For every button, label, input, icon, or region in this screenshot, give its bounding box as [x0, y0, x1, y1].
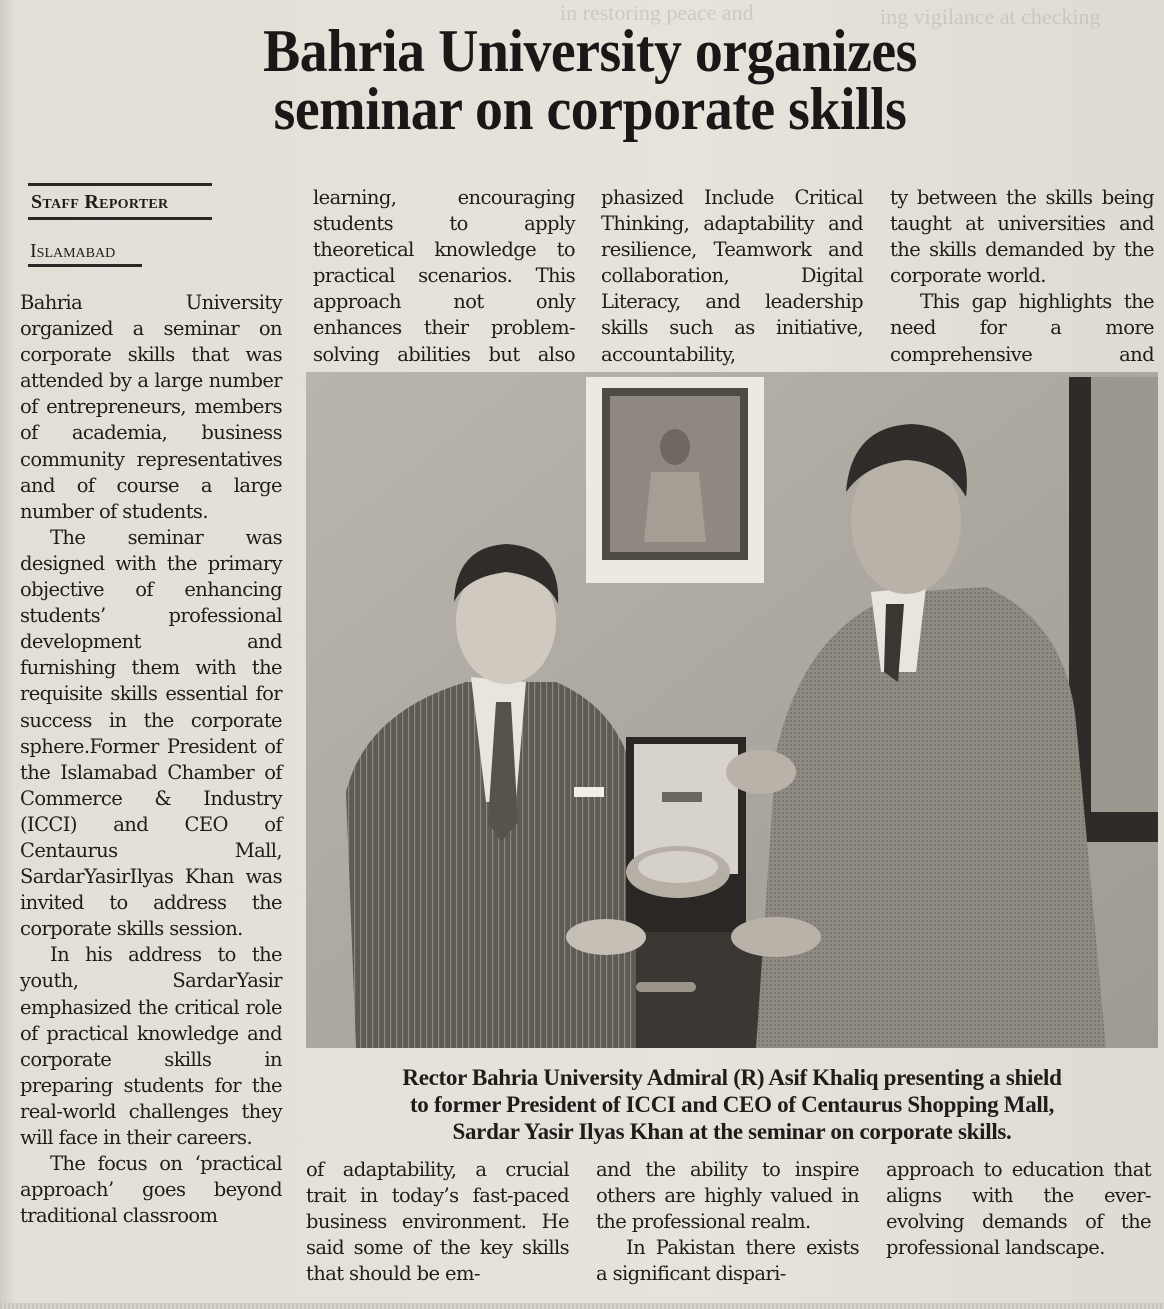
article-photo — [306, 372, 1158, 1048]
article-column-4-bottom — [886, 1157, 1151, 1261]
paragraph: In Pakistan there exists a significant dispari- — [596, 1236, 859, 1286]
paragraph: of adaptability, a crucial trait in today’s fast-paced business environment. He said some of the key skills that should be em- — [306, 1158, 569, 1286]
wall-frame-inner — [1091, 377, 1158, 812]
caption-line: Sardar Yasir Ilyas Khan at the seminar on corporate skills. — [452, 1119, 1012, 1144]
article-column-3-bottom — [596, 1157, 859, 1287]
article-headline — [97, 18, 1083, 142]
hands-right — [731, 917, 821, 957]
paragraph: approach to education that aligns with the ever-evolving demands of the professional landscape. — [886, 1158, 1151, 1260]
article-column-4-top — [890, 185, 1154, 394]
bleed-through-text: in restoring peace and — [560, 0, 754, 25]
byline: Staff Reporter — [28, 183, 212, 220]
paragraph: Bahria University organized a seminar on corporate skills that was attended by a large number of entrepreneurs, members of academia, business community representatives and of course a large number of students. — [20, 291, 282, 523]
paragraph: This gap highlights the need for a more comprehensive and — [890, 290, 1154, 366]
paragraph: and the ability to inspire others are highly valued in the professional realm. — [596, 1158, 859, 1234]
photo-caption — [306, 1064, 1158, 1145]
headline-line-2: seminar on corporate skills — [273, 76, 907, 142]
bleed-through-text: ing vigilance at checking — [880, 4, 1101, 29]
article-column-1 — [20, 290, 282, 1229]
hands-left — [566, 919, 646, 955]
paragraph: In his address to the youth, SardarYasir emphasized the critical role of practical knowledge and corporate skills in preparing students for the real-world challenges they will face in their careers. — [20, 943, 282, 1149]
dateline: Islamabad — [28, 238, 142, 267]
paragraph: ty between the skills being taught at universities and the skills demanded by the corporate world. — [890, 186, 1154, 288]
hand-upper-right — [726, 750, 796, 794]
paragraph: The focus on ‘practical approach’ goes beyond traditional classroom — [20, 1152, 282, 1228]
desk-handle — [636, 982, 696, 992]
framed-portrait — [586, 377, 764, 583]
article-column-2-top — [313, 185, 575, 394]
article-column-3-top — [601, 185, 863, 368]
headline-line-1: Bahria University organizes — [263, 18, 917, 84]
page-bottom-edge — [0, 1303, 1164, 1309]
paragraph: learning, encouraging students to apply theoretical knowledge to practical scenarios. This approach not only enhances their problem-solving abilities but also — [313, 186, 575, 366]
paragraph: The seminar was designed with the primary objective of enhancing students’ professional development and furnishing them with the requisite skills essential for success in the corporate sphere.Former President of the Islamabad Chamber of Commerce & Industry (ICCI) and CEO of Centaurus Mall, SardarYasirIlyas Khan was invited to address the corporate skills session. — [20, 525, 282, 941]
paragraph: phasized Include Critical Thinking, adaptability and resilience, Teamwork and collaboration, Digital Literacy, and leadership skills such as initiative, accountability, — [601, 186, 863, 366]
caption-line: Rector Bahria University Admiral (R) Asif Khaliq presenting a shield — [402, 1065, 1062, 1090]
photo-illustration — [306, 372, 1158, 1048]
caption-line: to former President of ICCI and CEO of Centaurus Shopping Mall, — [409, 1092, 1055, 1117]
article-column-2-bottom — [306, 1157, 569, 1287]
